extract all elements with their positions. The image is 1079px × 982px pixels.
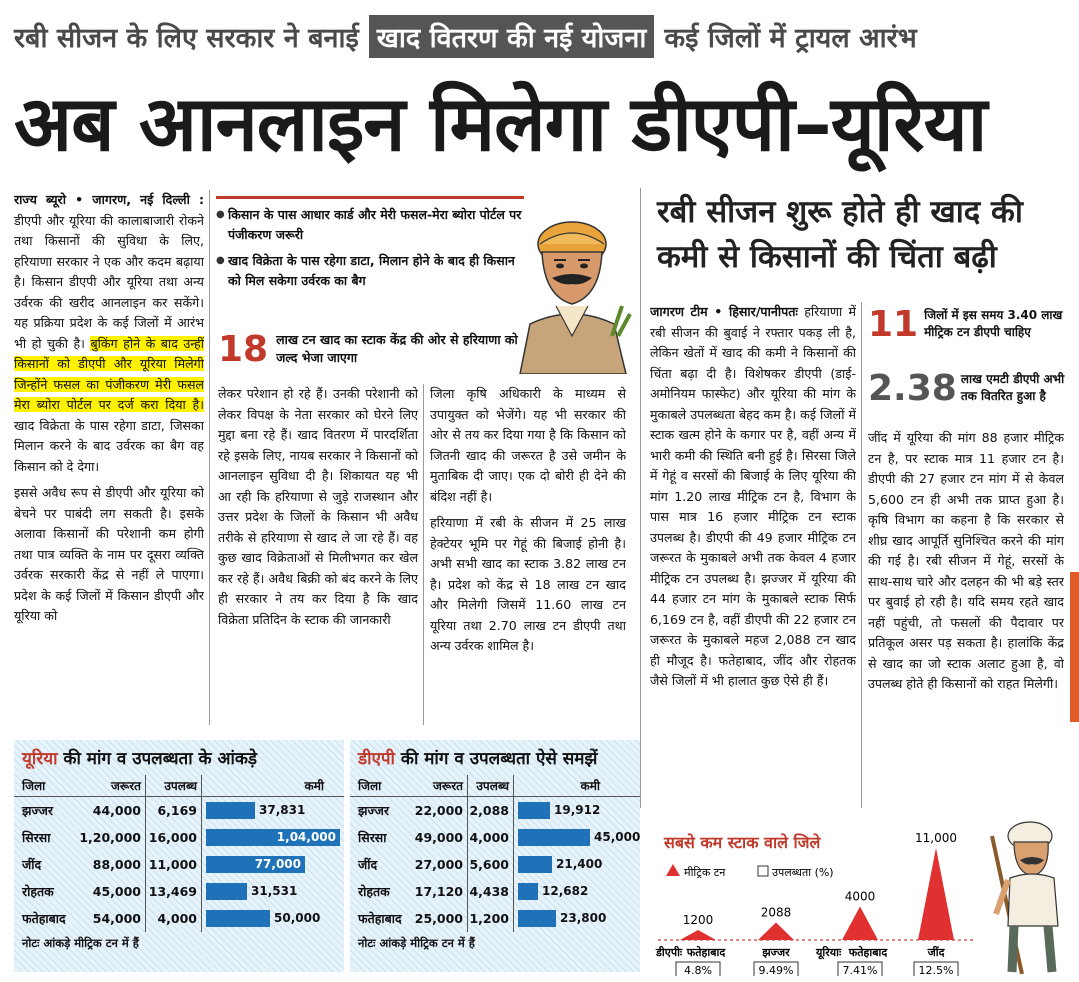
shortage-value: 50,000 (274, 911, 321, 925)
legend-label: उपलब्धता (%) (772, 866, 834, 879)
stock-triangle (758, 923, 794, 940)
percent-label: 12.5% (918, 964, 954, 976)
stat-2-38-lakh (868, 364, 1068, 412)
col1-paragraph-1 (14, 190, 204, 477)
farmer-with-stick-illustration (982, 806, 1074, 976)
need-cell: 22,000 (412, 797, 468, 824)
col1-text-end: खाद विक्रेता के पास रहेगा डाटा, जिसका मिलान करने के बाद उर्वरक का बैग वह किसान को दे देगा। (14, 417, 204, 474)
shortage-bar (518, 910, 556, 927)
col1-paragraph-2: इससे अवैध रूप से डीएपी और यूरिया को बेचने पर पाबंदी लग सकती है। इसके अलावा किसानों की परेशानी कम होगी तथा पात्र व्यक्ति के नाम पर दूसरा व्यक्ति उर्वरक सरकारी केंद्र से नहीं ले पाएगा। प्रदेश के कई जिलों में किसान डीएपी और यूरिया को (14, 485, 204, 623)
subheadline: रबी सीजन शुरू होते ही खाद की कमी से किसानों की चिंता बढ़ी (657, 194, 1023, 275)
col3-paragraph-2: हरियाणा में रबी के सीजन में 25 लाख हेक्टेयर भूमि पर गेहूं की बिजाई होनी है। अभी सभी खाद का स्टाक 3.82 लाख टन है। प्रदेश को केंद्र से 18 लाख टन खाद और मिलेगी जिसमें 11.60 लाख टन यूरिया तथा 2.70 लाख टन डीएपी तथा अन्य उर्वरक शामिल है। (430, 515, 626, 653)
category-label: फतेहाबाद (848, 946, 888, 959)
shortage-cell (514, 797, 640, 824)
available-cell: 2,088 (468, 797, 514, 824)
need-cell: 49,000 (412, 824, 468, 851)
shortage-cell (202, 878, 344, 905)
article-column-3 (430, 384, 626, 730)
district-cell: झज्जर (358, 803, 389, 818)
article-column-5 (868, 428, 1064, 814)
shortage-value: 37,831 (259, 803, 306, 817)
urea-table-title (22, 746, 344, 769)
col-header: उपलब्ध (468, 775, 514, 796)
col-header: जरूरत (412, 775, 468, 796)
need-cell: 45,000 (76, 878, 146, 905)
kicker-line (14, 10, 1066, 62)
need-cell: 25,000 (412, 905, 468, 932)
chart-marks (655, 831, 958, 976)
table-row (350, 824, 640, 851)
col3-paragraph-1: जिला कृषि अधिकारी के माध्यम से उपायुक्त को भेजेंगे। यह भी सरकार की ओर से तय कर दिया गया है कि किसान को जितनी खाद की जरूरत है उसे जमीन के मुताबिक दी जाए। एक दो बोरी ही देने की बंदिश नहीं है। (430, 386, 626, 504)
available-cell: 4,000 (146, 905, 202, 932)
shortage-bar (518, 856, 552, 873)
dap-table-title (358, 746, 640, 769)
district-cell: सिरसा (22, 830, 51, 845)
table-note: नोटः आंकड़े मीट्रिक टन में हैं (22, 936, 139, 950)
col1-text: डीएपी और यूरिया की कालाबाजारी रोकने तथा किसानों की सुविधा के लिए, हरियाणा सरकार ने एक और कदम बढ़ाया है। किसान डीएपी और यूरिया तथा अन्य उर्वरक की खरीद आनलाइन कर सकेंगे। यह प्रक्रिया प्रदेश के कई जिलों में आरंभ भी हो चुकी है। (14, 212, 204, 351)
article-column-2 (218, 384, 418, 730)
available-cell: 4,438 (468, 878, 514, 905)
urea-title-red: यूरिया (22, 749, 58, 769)
district-cell: फतेहाबाद (22, 911, 66, 926)
shortage-cell (514, 824, 640, 851)
category-label: जींद (927, 946, 945, 959)
stock-triangle (680, 930, 716, 940)
shortage-cell (202, 851, 344, 878)
key-point: ● किसान के पास आधार कार्ड और मेरी फसल-मेरा ब्योरा पोर्टल पर पंजीकरण जरूरी (216, 205, 524, 245)
article-column-4 (650, 302, 856, 810)
shortage-value: 21,400 (556, 857, 603, 871)
highlighted-text: बुकिंग होने के बाद उन्हीं किसानों को डीएपी और यूरिया मिलेगी जिन्होंने फसल का पंजीकरण मेरी फसल मेरा ब्योरा पोर्टल पर दर्ज करा दिया है। (14, 335, 204, 412)
need-cell: 17,120 (412, 878, 468, 905)
column-divider (423, 384, 424, 725)
available-cell: 5,600 (468, 851, 514, 878)
district-cell: झज्जर (22, 803, 53, 818)
shortage-value: 77,000 (254, 857, 301, 871)
category-label: झज्जर (762, 946, 790, 959)
legend-label: मीट्रिक टन (684, 866, 726, 879)
value-label: 4000 (844, 889, 876, 904)
shortage-value: 45,000 (594, 830, 640, 844)
table-row (14, 905, 344, 932)
stat-text: लाख एमटी डीएपी अभी तक वितरित हुआ है (960, 372, 1065, 403)
need-cell: 88,000 (76, 851, 146, 878)
table-row (14, 878, 344, 905)
byline: राज्य ब्यूरो • जागरण, नई दिल्ली : (14, 192, 204, 207)
need-cell: 44,000 (76, 797, 146, 824)
available-cell: 6,169 (146, 797, 202, 824)
shortage-bar (518, 802, 550, 819)
article-column-1 (14, 190, 204, 730)
col5-paragraph-1: जींद में यूरिया की मांग 88 हजार मीट्रिक टन है, पर स्टाक मात्र 11 हजार टन है। डीएपी की 27 हजार टन मांग में से केवल 5,600 टन ही अभी तक प्राप्त हुआ है। कृषि विभाग का कहना है कि सरकार से शीघ्र खाद आपूर्ति सुनिश्चित करने की मांग की गई है। रबी सीजन में गेहूं, सरसों के साथ-साथ चारे और दलहन की भी बड़े स्तर पर बुवाई हो रही है। यदि समय रहते खाद नहीं पहुंची, तो फसलों की पैदावार पर प्रतिकूल असर पड़ सकता है। हालांकि केंद्र से खाद का जो स्टाक अलाट हुआ है, वो उपलब्ध होते ही किसानों को राहत मिलेगी। (868, 430, 1064, 691)
col4-paragraph-1 (650, 302, 856, 692)
group-label: यूरियाः (816, 946, 842, 959)
shortage-value: 31,531 (251, 884, 298, 898)
low-stock-chart-svg (654, 818, 978, 976)
value-label: 1200 (682, 912, 714, 927)
stock-triangle (918, 848, 954, 940)
district-cell: रोहतक (22, 884, 54, 899)
urea-title-rest: की मांग व उपलब्धता के आंकड़े (63, 749, 258, 769)
stat-number: 11 (868, 303, 919, 345)
adjacent-page-strip (1070, 572, 1079, 722)
table-header (350, 775, 640, 797)
percent-label: 7.41% (842, 964, 878, 976)
legend-triangle-icon (666, 864, 680, 876)
shortage-cell (202, 824, 344, 851)
kicker-pre: रबी सीजन के लिए सरकार ने बनाई (14, 22, 359, 54)
table-header (14, 775, 344, 797)
urea-table-body (14, 797, 344, 932)
main-headline: अब आनलाइन मिलेगा डीएपी–यूरिया (14, 79, 987, 168)
table-row (14, 797, 344, 824)
group-label: डीएपीः (656, 946, 683, 959)
shortage-bar (206, 883, 247, 900)
district-cell: जींद (22, 857, 42, 872)
dap-title-rest: की मांग व उपलब्धता ऐसे समझें (400, 749, 598, 769)
stat-number: 2.38 (868, 367, 957, 409)
urea-table (14, 740, 344, 972)
stat-18-lakh (218, 326, 518, 372)
shortage-value: 12,682 (542, 884, 589, 898)
need-cell: 54,000 (76, 905, 146, 932)
table-row (350, 905, 640, 932)
shortage-cell (514, 851, 640, 878)
key-points-list (216, 205, 524, 291)
available-cell: 13,469 (146, 878, 202, 905)
shortage-value: 1,04,000 (276, 830, 336, 844)
stat-11-districts (868, 302, 1068, 346)
value-label: 11,000 (915, 831, 957, 845)
column-divider (861, 302, 862, 808)
stat-number: 18 (218, 328, 269, 370)
stock-triangle (842, 907, 878, 940)
table-row (350, 878, 640, 905)
shortage-value: 19,912 (554, 803, 601, 817)
col-header: उपलब्ध (146, 775, 202, 796)
shortage-cell (202, 797, 344, 824)
percent-label: 4.8% (684, 964, 712, 976)
district-cell: सिरसा (358, 830, 387, 845)
shortage-bar (518, 829, 590, 846)
col4-text: हरियाणा में रबी सीजन की बुवाई ने रफ्तार पकड़ ली है, लेकिन खेतों में खाद की कमी ने किसानों की चिंता बढ़ा दी है। विशेषकर डीएपी (डाई-अमोनियम फास्फेट) और यूरिया की मांग के मुकाबले उपलब्धता बेहद कम है। कई जिलों में स्टाक खत्म होने के कगार पर है, वहीं अन्य में भारी कमी की स्थिति बनी हुई है। सिरसा जिले में गेहूं व सरसों की बिजाई के लिए यूरिया की मांग 1.20 लाख मीट्रिक टन है, विभाग के पास मात्र 16 हजार मीट्रिक टन स्टाक उपलब्ध है। डीएपी की 49 हजार मीट्रिक टन जरूरत के मुकाबले अभी तक केवल 4 हजार मीट्रिक टन उपलब्ध है। झज्जर में यूरिया की 44 हजार टन मांग के मुकाबले स्टाक सिर्फ 6,169 टन है, वहीं डीएपी की 22 हजार टन जरूरत के मुकाबले महज 2,088 टन खाद ही मौजूद है। फतेहाबाद, जींद और रोहतक जैसे जिलों में भी हालात कुछ ऐसे ही हैं। (650, 304, 856, 688)
stat-text: लाख टन खाद का स्टाक केंद्र की ओर से हरियाणा को जल्द भेजा जाएगा (276, 332, 518, 365)
low-stock-chart (654, 818, 978, 976)
district-cell: फतेहाबाद (358, 911, 402, 926)
percent-label: 9.49% (758, 964, 794, 976)
legend-box-icon (758, 866, 768, 876)
district-cell: रोहतक (358, 884, 390, 899)
col2-paragraph-1: लेकर परेशान हो रहे हैं। उनकी परेशानी को लेकर विपक्ष के नेता सरकार को घेरने लिए मुद्दा बना रहे हैं। खाद वितरण में पारदर्शिता रहे इसके लिए, नायब सरकार ने किसानों को आनलाइन सुविधा दी है। शिकायत यह भी आ रही कि हरियाणा से जुड़े राजस्थान और उत्तर प्रदेश के जिलों के किसान भी अवैध तरीके से हरियाणा से खाद ले जा रहे हैं। वह कुछ खाद विक्रेताओं से मिलीभगत कर खेल कर रहे हैं। अवैध बिक्री को बंद करने के लिए ही सरकार ने तय कर दिया है कि खाद विक्रेता प्रतिदिन के स्टाक की जानकारी (218, 386, 418, 627)
dap-table (350, 740, 640, 972)
chart-title: सबसे कम स्टाक वाले जिले (664, 833, 821, 852)
available-cell: 11,000 (146, 851, 202, 878)
col-header: कमी (580, 779, 600, 793)
shortage-bar (518, 883, 538, 900)
available-cell: 1,200 (468, 905, 514, 932)
need-cell: 1,20,000 (76, 824, 146, 851)
shortage-value: 23,800 (560, 911, 607, 925)
need-cell: 27,000 (412, 851, 468, 878)
col-header: जिला (358, 779, 382, 793)
table-note: नोटः आंकड़े मीट्रिक टन में हैं (358, 936, 475, 950)
district-cell: जींद (358, 857, 378, 872)
table-row (350, 797, 640, 824)
category-label: फतेहाबाद (686, 946, 726, 959)
column-divider (209, 190, 210, 725)
key-points-box (216, 196, 524, 297)
available-cell: 16,000 (146, 824, 202, 851)
dap-title-red: डीएपी (358, 749, 395, 769)
shortage-bar (206, 802, 255, 819)
kicker-post: कई जिलों में ट्रायल आरंभ (664, 22, 917, 54)
table-row (14, 851, 344, 878)
farmer-illustration (500, 186, 636, 374)
col-header: कमी (304, 779, 324, 793)
col-header: जरूरत (76, 775, 146, 796)
table-row (14, 824, 344, 851)
stat-text: जिलों में इस समय 3.40 लाख मीट्रिक टन डीएपी चाहिए (924, 308, 1063, 339)
byline: जागरण टीम • हिसार/पानीपतः (650, 304, 798, 319)
shortage-cell (514, 905, 640, 932)
available-cell: 4,000 (468, 824, 514, 851)
table-row (350, 851, 640, 878)
key-point: ● खाद विक्रेता के पास रहेगा डाटा, मिलान होने के बाद ही किसान को मिल सकेगा उर्वरक का बैग (216, 251, 524, 291)
dap-table-body (350, 797, 640, 932)
red-rule (216, 196, 524, 199)
value-label: 2088 (760, 905, 792, 920)
col-header: जिला (22, 779, 46, 793)
shortage-bar (206, 910, 270, 927)
shortage-cell (202, 905, 344, 932)
shortage-cell (514, 878, 640, 905)
kicker-highlight: खाद वितरण की नई योजना (369, 15, 655, 58)
column-divider (640, 188, 641, 808)
